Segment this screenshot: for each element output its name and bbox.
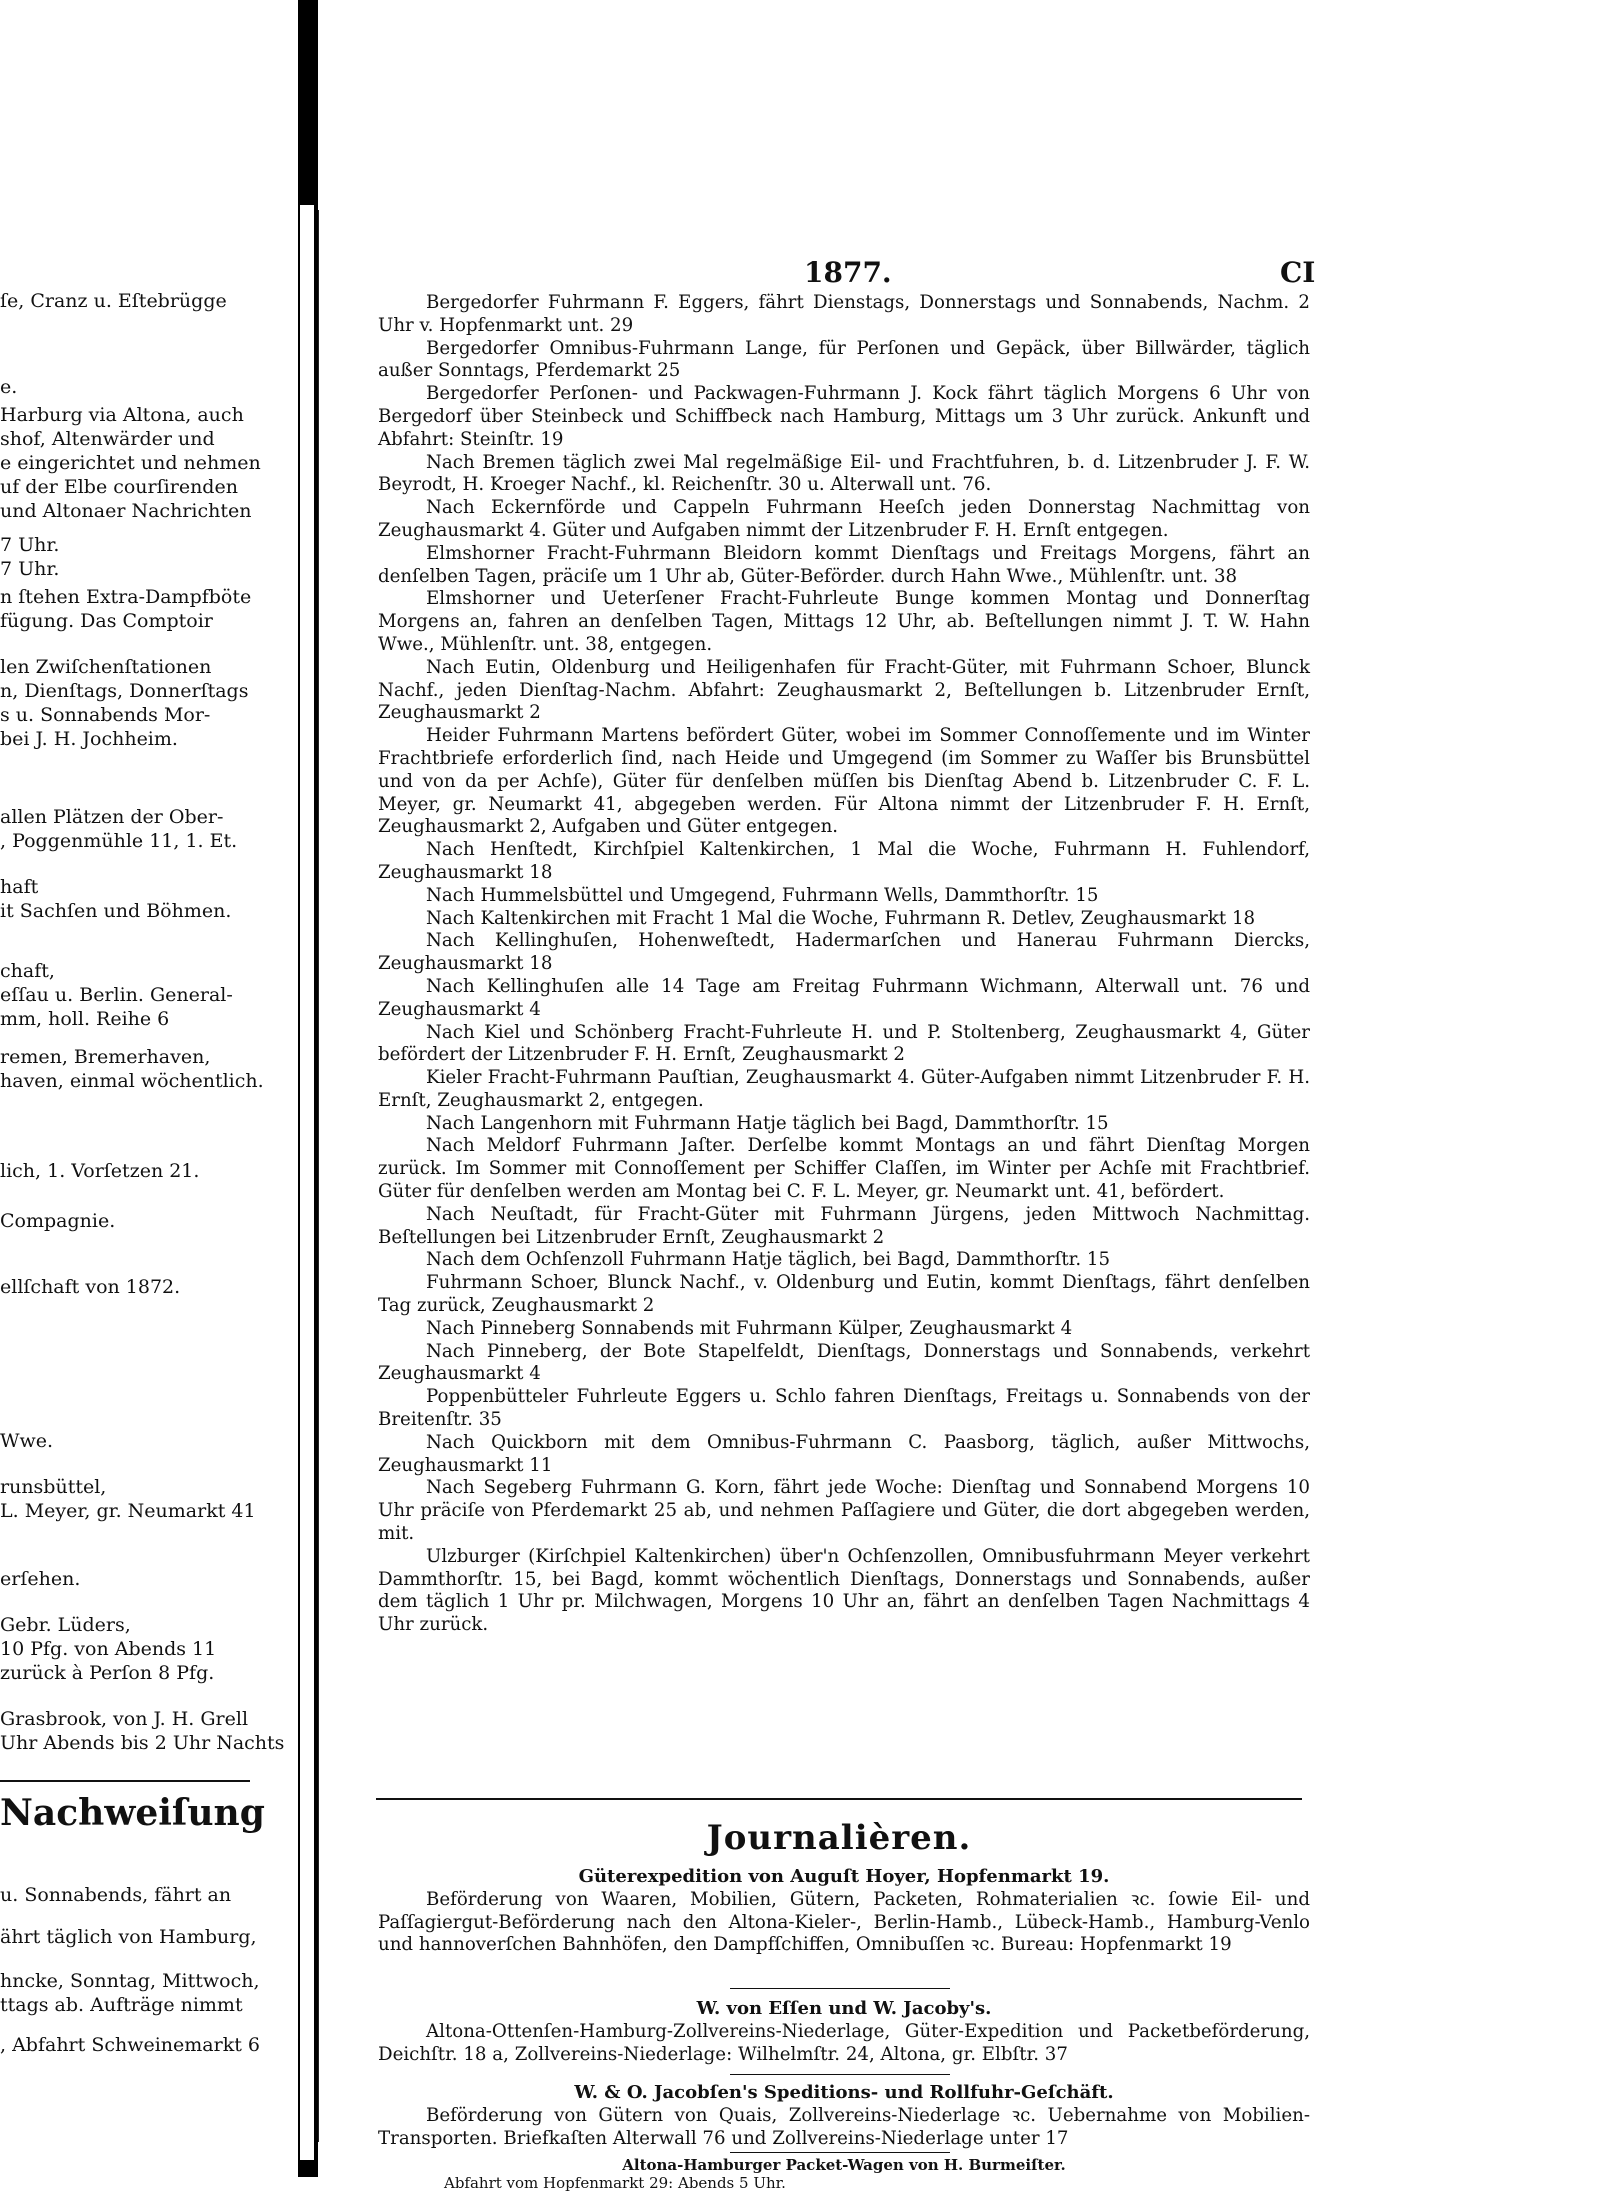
left-page-line: len Zwiſchenſtationen: [0, 656, 212, 678]
entry-paragraph: Nach Neuſtadt, für Fracht-Güter mit Fuhrmann Jürgens, jeden Mittwoch Nachmittag. Beſtellungen bei Litzenbruder Ernſt, Zeughausmarkt 2: [378, 1203, 1310, 1248]
entry-paragraph: Bergedorfer Fuhrmann F. Eggers, fährt Dienstags, Donnerstags und Sonnabends, Nachm. 2 Uhr v. Hopfenmarkt unt. 29: [378, 292, 1310, 336]
left-page-line: remen, Bremerhaven,: [0, 1046, 211, 1068]
section-rule: [376, 1798, 1302, 1800]
entry-paragraph: Nach Bremen täglich zwei Mal regelmäßige Eil- und Frachtfuhren, b. d. Litzenbruder J. F. W. Beyrodt, H. Kroeger Nachf., kl. Reichenſtr. 30 u. Alterwall unt. 76.: [378, 451, 1310, 496]
entry-paragraph: Nach dem Ochſenzoll Fuhrmann Hatje täglich, bei Bagd, Dammthorſtr. 15: [426, 1249, 1111, 1271]
journalieren-text: Abfahrt vom Hopfenmarkt 29: Abends 5 Uhr.: [444, 2174, 786, 2192]
right-page-margin: [1332, 200, 1600, 2177]
left-page-line: L. Meyer, gr. Neumarkt 41: [0, 1500, 256, 1522]
journalieren-text: Beförderung von Waaren, Mobilien, Gütern, Packeten, Rohmaterialien ꝛc. ſowie Eil- und Paſſagiergut-Beförderung nach den Altona-Kieler-, Berlin-Hamb., Lübeck-Hamb., Hamburg-Venlo und hannoverſchen Bahnhöfen, den Dampfſchiffen, Omnibuſſen ꝛc. Bureau: Hopfenmarkt 19: [378, 1888, 1310, 1956]
entry-paragraph: Nach Pinneberg, der Bote Stapelfeldt, Dienſtags, Donnerstags und Sonnabends, verkehrt Zeughausmarkt 4: [378, 1340, 1310, 1385]
left-page-line: Grasbrook, von J. H. Grell: [0, 1708, 249, 1730]
left-page-line: zurück à Perſon 8 Pfg.: [0, 1662, 215, 1684]
entry-paragraph: Nach Henſtedt, Kirchſpiel Kaltenkirchen, 1 Mal die Woche, Fuhrmann H. Fuhlendorf, Zeughausmarkt 18: [378, 839, 1310, 883]
entry-paragraph: Nach Kellinghuſen, Hohenweſtedt, Hadermarſchen und Hanerau Fuhrmann Diercks, Zeughausmarkt 18: [378, 930, 1310, 975]
left-page-line: n, Dienſtags, Donnerſtags: [0, 680, 249, 702]
journalieren-title: Journalièren.: [706, 1818, 972, 1858]
header-year: 1877.: [804, 256, 892, 289]
entry-paragraph: Nach Kellinghuſen alle 14 Tage am Freitag Fuhrmann Wichmann, Alterwall unt. 76 und Zeughausmarkt 4: [378, 975, 1310, 1020]
journalieren-block: [378, 1866, 1310, 1957]
left-page-line: u. Sonnabends, fährt an: [0, 1884, 232, 1906]
left-page-line: it Sachſen und Böhmen.: [0, 900, 232, 922]
left-page-line: Gebr. Lüders,: [0, 1614, 131, 1636]
left-page-line: ährt täglich von Hamburg,: [0, 1926, 257, 1948]
left-page-line: haft: [0, 876, 39, 898]
left-page-line: shof, Altenwärder und: [0, 428, 215, 450]
left-page-line: uf der Elbe courſirenden: [0, 476, 238, 498]
left-page-line: erſehen.: [0, 1568, 81, 1590]
left-page-line: , Poggenmühle 11, 1. Et.: [0, 830, 238, 852]
entry-paragraph: Heider Fuhrmann Martens befördert Güter, wobei im Sommer Connoſſemente und im Winter Frachtbriefe erforderlich ſind, nach Heide und Umgegend (im Sommer zu Waſſer bis Brunsbüttel und von da per Achſe), Güter für denſelben müſſen bis Dienſtag Abend b. Litzenbruder C. F. L. Meyer, gr. Neumarkt 41, abgegeben werden. Für Altona nimmt der Litzenbruder F. H. Ernſt, Zeughausmarkt 2, Aufgaben und Güter entgegen.: [378, 725, 1310, 838]
entry-paragraph: Elmshorner und Ueterſener Fracht-Fuhrleute Bunge kommen Montag und Donnerſtag Morgens an, fahren an denſelben Tagen, Mittags 12 Uhr, ab. Beſtellungen nimmt J. T. W. Hahn Wwe., Mühlenſtr. unt. 38, entgegen.: [378, 588, 1310, 655]
left-page-line: , Abfahrt Schweinemarkt 6: [0, 2034, 260, 2056]
left-page-line: e.: [0, 376, 18, 398]
left-page-line: s u. Sonnabends Mor-: [0, 704, 211, 726]
left-page-fragment: [0, 0, 300, 2177]
journalieren-block: [378, 2156, 1310, 2192]
left-page-line: ttags ab. Aufträge nimmt: [0, 1994, 243, 2016]
entry-paragraph: Nach Quickborn mit dem Omnibus-Fuhrmann C. Paasborg, täglich, außer Mittwochs, Zeughausmarkt 11: [378, 1431, 1310, 1476]
left-page-line: lich, 1. Vorſetzen 21.: [0, 1160, 200, 1182]
left-page-line: allen Plätzen der Ober-: [0, 806, 224, 828]
journalieren-heading: W. von Eſſen und W. Jacoby's.: [696, 1998, 992, 2019]
block-divider: [730, 1988, 950, 1989]
left-page-line: bei J. H. Jochheim.: [0, 728, 178, 750]
journalieren-text: Beförderung von Gütern von Quais, Zollvereins-Niederlage ꝛc. Uebernahme von Mobilien-Transporten. Briefkaſten Alterwall 76 und Zollvereins-Niederlage unter 17: [378, 2104, 1310, 2149]
left-page-line: Harburg via Altona, auch: [0, 404, 244, 426]
left-page-line: chaft,: [0, 960, 55, 982]
journalieren-heading: Altona-Hamburger Packet-Wagen von H. Burmeiſter.: [622, 2156, 1066, 2174]
entry-paragraph: Nach Langenhorn mit Fuhrmann Hatje täglich bei Bagd, Dammthorſtr. 15: [426, 1112, 1109, 1134]
left-page-line: eſſau u. Berlin. General-: [0, 984, 233, 1006]
entry-paragraph: Nach Eutin, Oldenburg und Heiligenhafen für Fracht-Güter, mit Fuhrmann Schoer, Blunck Nachf., jeden Dienſtag-Nachm. Abfahrt: Zeughausmarkt 2, Beſtellungen b. Litzenbruder Ernſt, Zeughausmarkt 2: [378, 656, 1310, 724]
entry-paragraph: Nach Eckernförde und Cappeln Fuhrmann Heeſch jeden Donnerstag Nachmittag von Zeughausmarkt 4. Güter und Aufgaben nimmt der Litzenbruder F. H. Ernſt entgegen.: [378, 497, 1310, 541]
entry-paragraph: Elmshorner Fracht-Fuhrmann Bleidorn kommt Dienſtags und Freitags Morgens, fährt an denſelben Tagen, präciſe um 1 Uhr ab, Güter-Beförder. durch Hahn Wwe., Mühlenſtr. unt. 38: [378, 542, 1310, 587]
journalieren-text: Altona-Ottenſen-Hamburg-Zollvereins-Niederlage, Güter-Expedition und Packetbeförderung, Deichſtr. 18 a, Zollvereins-Niederlage: Wilhelmſtr. 24, Altona, gr. Elbſtr. 37: [378, 2020, 1310, 2065]
left-page-line: ſe, Cranz u. Eſtebrügge: [0, 290, 227, 312]
entry-paragraph: Nach Pinneberg Sonnabends mit Fuhrmann Külper, Zeughausmarkt 4: [426, 1317, 1073, 1339]
left-page-line: 10 Pfg. von Abends 11: [0, 1638, 217, 1660]
transport-entries: [378, 292, 1310, 1637]
entry-paragraph: Nach Kaltenkirchen mit Fracht 1 Mal die Woche, Fuhrmann R. Detlev, Zeughausmarkt 18: [426, 907, 1256, 929]
journalieren-heading: Güterexpedition von Auguſt Hoyer, Hopfenmarkt 19.: [578, 1866, 1110, 1887]
left-page-line: ellſchaft von 1872.: [0, 1276, 181, 1298]
block-divider: [730, 2152, 950, 2153]
left-page-line: haven, einmal wöchentlich.: [0, 1070, 264, 1092]
left-page-line: fügung. Das Comptoir: [0, 610, 213, 632]
left-page-line: Compagnie.: [0, 1210, 116, 1232]
entry-paragraph: Ulzburger (Kirſchpiel Kaltenkirchen) über'n Ochſenzollen, Omnibusfuhrmann Meyer verkehrt Dammthorſtr. 15, bei Bagd, kommt wöchentlich Dienſtags, Donnerstags und Sonnabends, außer dem täglich 1 Uhr pr. Milchwagen, Morgens 10 Uhr an, fährt an denſelben Tagen Nachmittags 4 Uhr zurück.: [378, 1545, 1310, 1636]
entry-paragraph: Poppenbütteler Fuhrleute Eggers u. Schlo fahren Dienſtags, Freitags u. Sonnabends von der Breitenſtr. 35: [378, 1386, 1310, 1431]
left-page-line: 7 Uhr.: [0, 558, 60, 580]
entry-paragraph: Nach Hummelsbüttel und Umgegend, Fuhrmann Wells, Dammthorſtr. 15: [426, 884, 1099, 906]
page-spine: [300, 205, 314, 2160]
left-page-rule: [0, 1780, 250, 1782]
block-divider: [730, 2074, 950, 2075]
journalieren-block: [378, 1998, 1310, 2066]
left-page-line: hncke, Sonntag, Mittwoch,: [0, 1970, 260, 1992]
entry-paragraph: Bergedorfer Omnibus-Fuhrmann Lange, für Perſonen und Gepäck, über Billwärder, täglich außer Sonntags, Pferdemarkt 25: [378, 337, 1310, 382]
left-page-line: e eingerichtet und nehmen: [0, 452, 261, 474]
journalieren-block: [378, 2082, 1310, 2150]
entry-paragraph: Nach Meldorf Fuhrmann Jaſter. Derſelbe kommt Montags an und fährt Dienſtag Morgen zurück. Im Sommer mit Connoſſement per Schiffer Claſſen, im Winter per Achſe mit Frachtbrief. Güter für denſelben werden am Montag bei C. F. L. Meyer, gr. Neumarkt unt. 41, befördert.: [378, 1135, 1310, 1203]
left-page-line: Uhr Abends bis 2 Uhr Nachts: [0, 1732, 285, 1754]
left-page-line: mm, holl. Reihe 6: [0, 1008, 170, 1030]
left-page-line: und Altonaer Nachrichten: [0, 500, 252, 522]
entry-paragraph: Kieler Fracht-Fuhrmann Pauſtian, Zeughausmarkt 4. Güter-Aufgaben nimmt Litzenbruder F. H. Ernſt, Zeughausmarkt 2, entgegen.: [378, 1067, 1310, 1111]
entry-paragraph: Nach Kiel und Schönberg Fracht-Fuhrleute H. und P. Stoltenberg, Zeughausmarkt 4, Güter befördert der Litzenbruder F. H. Ernſt, Zeughausmarkt 2: [378, 1021, 1310, 1066]
entry-paragraph: Fuhrmann Schoer, Blunck Nachf., v. Oldenburg und Eutin, kommt Dienſtags, fährt denſelben Tag zurück, Zeughausmarkt 2: [378, 1272, 1310, 1317]
left-page-line: 7 Uhr.: [0, 534, 60, 556]
entry-paragraph: Bergedorfer Perſonen- und Packwagen-Fuhrmann J. Kock fährt täglich Morgens 6 Uhr von Bergedorf über Steinbeck und Schiffbeck nach Hamburg, Mittags um 3 Uhr zurück. Ankunft und Abfahrt: Steinſtr. 19: [378, 383, 1310, 450]
left-page-line: runsbüttel,: [0, 1476, 107, 1498]
entry-paragraph: Nach Segeberg Fuhrmann G. Korn, fährt jede Woche: Dienſtag und Sonnabend Morgens 10 Uhr präciſe von Pferdemarkt 25 ab, und nehmen Paſſagiere und Güter, die dort abgegeben werden, mit.: [378, 1477, 1310, 1545]
left-page-line: n ſtehen Extra-Dampfböte: [0, 586, 252, 608]
header-page-number: CI: [1280, 256, 1316, 289]
left-page-line: Wwe.: [0, 1430, 54, 1452]
journalieren-heading: W. & O. Jacobſen's Speditions- und Rollfuhr-Geſchäft.: [574, 2082, 1114, 2103]
left-page-title: Nachweiſung: [0, 1792, 265, 1834]
